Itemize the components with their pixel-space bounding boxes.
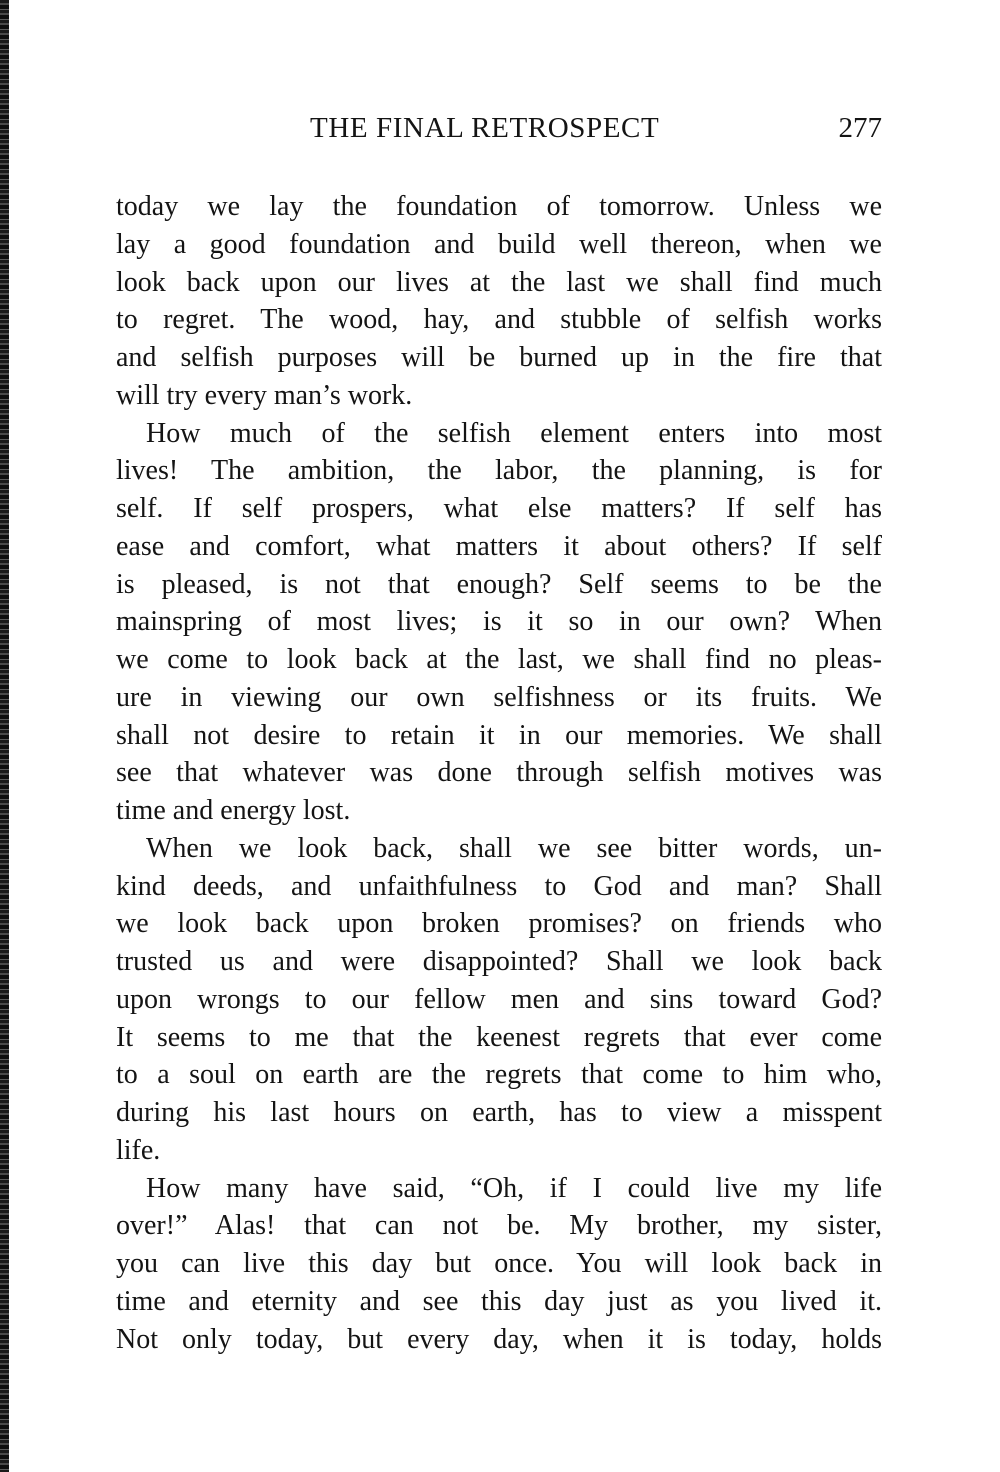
text-line: ure in viewing our own selfishness or its fruits. We — [116, 681, 882, 713]
text-line: to regret. The wood, hay, and stubble of selfish works — [116, 304, 882, 336]
text-line: you can live this day but once. You will look back in — [116, 1248, 882, 1279]
paragraph-start-line: How many have said, “Oh, if I could live my life — [146, 1172, 882, 1204]
text-line: trusted us and were disappointed? Shall we look back — [116, 946, 882, 977]
text-line: ease and comfort, what matters it about others? If self — [116, 530, 882, 562]
text-line: we come to look back at the last, we shall find no pleas- — [116, 644, 882, 675]
running-title: THE FINAL RETROSPECT — [310, 112, 660, 144]
text-line: time and eternity and see this day just as you lived it. — [116, 1285, 882, 1317]
text-line: is pleased, is not that enough? Self seems to be the — [116, 568, 882, 600]
text-line: time and energy lost. — [116, 795, 351, 826]
page-header — [116, 112, 882, 152]
text-line: over!” Alas! that can not be. My brother, my sister, — [116, 1210, 882, 1242]
page-binding-edge — [0, 0, 9, 1472]
paragraph-start-line: How much of the selfish element enters into most — [146, 417, 882, 449]
text-line: upon wrongs to our fellow men and sins toward God? — [116, 983, 882, 1015]
text-line: self. If self prospers, what else matters? If self has — [116, 493, 882, 524]
page-number: 277 — [838, 112, 882, 144]
text-line: lay a good foundation and build well thereon, when we — [116, 228, 882, 260]
text-line: Not only today, but every day, when it is today, holds — [116, 1323, 882, 1355]
text-line: today we lay the foundation of tomorrow. Unless we — [116, 191, 882, 222]
text-line: and selfish purposes will be burned up in the fire that — [116, 342, 882, 373]
text-line: to a soul on earth are the regrets that come to him who, — [116, 1059, 882, 1091]
text-line: life. — [116, 1134, 161, 1166]
body-text — [116, 188, 882, 1358]
text-line: It seems to me that the keenest regrets that ever come — [116, 1021, 882, 1053]
text-line: we look back upon broken promises? on friends who — [116, 908, 882, 940]
text-line: kind deeds, and unfaithfulness to God and man? Shall — [116, 870, 882, 902]
text-line: mainspring of most lives; is it so in our own? When — [116, 606, 882, 638]
text-line: shall not desire to retain it in our memories. We shall — [116, 719, 882, 751]
text-line: will try every man’s work. — [116, 379, 413, 411]
paragraph-start-line: When we look back, shall we see bitter words, un- — [146, 832, 882, 864]
text-line: lives! The ambition, the labor, the planning, is for — [116, 455, 882, 487]
text-line: see that whatever was done through selfish motives was — [116, 757, 882, 789]
text-line: during his last hours on earth, has to view a misspent — [116, 1097, 882, 1128]
text-line: look back upon our lives at the last we shall find much — [116, 266, 882, 298]
